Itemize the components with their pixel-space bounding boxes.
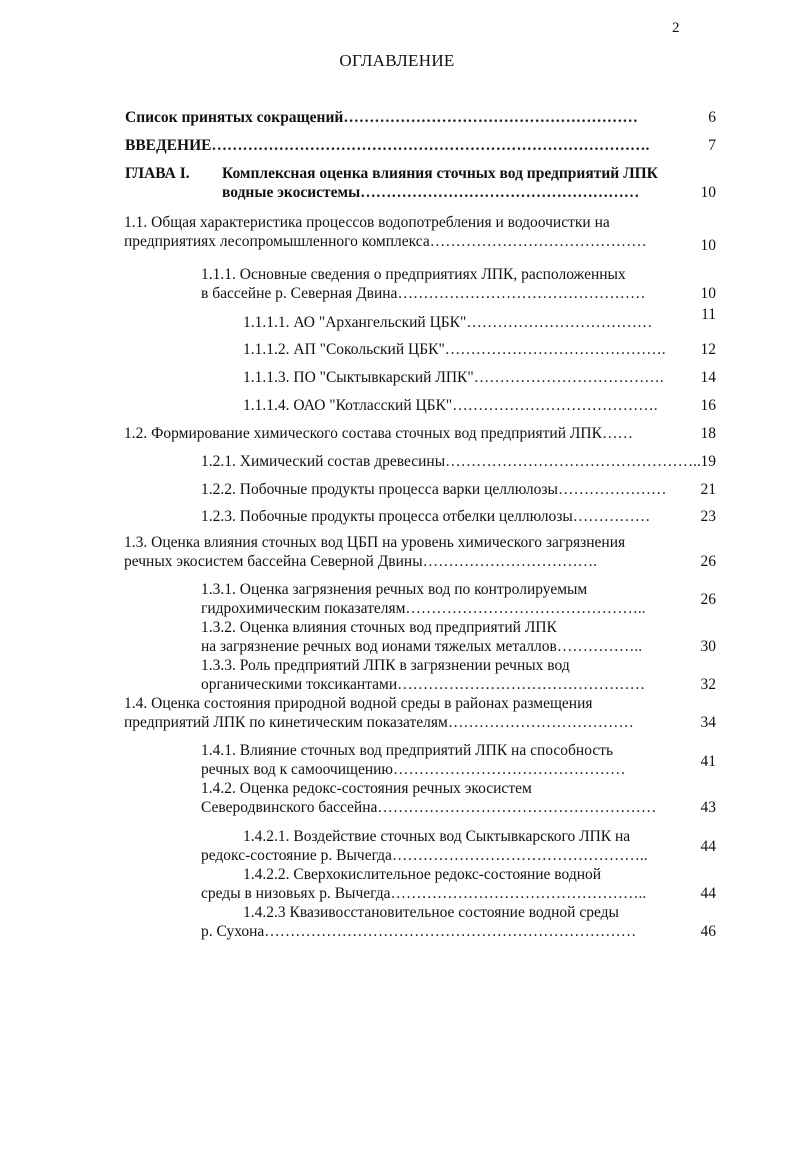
toc-entry-1-4-2-1[interactable] bbox=[243, 827, 630, 846]
toc-page-number: 12 bbox=[700, 341, 716, 358]
toc-entry-1-1[interactable] bbox=[124, 213, 610, 232]
toc-page-number: 10 bbox=[700, 237, 716, 254]
toc-page-number: 21 bbox=[700, 481, 716, 498]
toc-entry-chapter-1-cont[interactable] bbox=[222, 183, 639, 202]
toc-entry-1-4-1[interactable] bbox=[201, 741, 613, 760]
toc-leader-dots: ………………………………………………… bbox=[343, 109, 638, 126]
toc-entry-text: 1.2.3. Побочные продукты процесса отбелки целлюлозы bbox=[201, 508, 573, 525]
toc-page-number: 32 bbox=[700, 676, 716, 693]
toc-entry-text: речных экосистем бассейна Северной Двины bbox=[124, 553, 423, 570]
toc-entry-1-4-2-1-cont[interactable] bbox=[201, 846, 648, 865]
toc-entry-text: речных вод к самоочищению bbox=[201, 761, 393, 778]
toc-entry-text: 1.1.1.1. АО "Архангельский ЦБК" bbox=[243, 314, 467, 331]
toc-page-number: 7 bbox=[708, 137, 716, 154]
toc-page-number: 34 bbox=[700, 714, 716, 731]
toc-leader-dots: …………………………………… bbox=[429, 233, 647, 250]
toc-entry-text: 1.1. Общая характеристика процессов водопотребления и водоочистки на bbox=[124, 214, 610, 231]
toc-entry-1-2-3[interactable] bbox=[201, 507, 650, 526]
toc-page-number: 18 bbox=[700, 425, 716, 442]
toc-page-number: 6 bbox=[708, 109, 716, 126]
toc-leader-dots: ……………………………………………… bbox=[360, 184, 640, 201]
toc-entry-1-4-2-2-cont[interactable] bbox=[201, 884, 646, 903]
toc-page-number: 43 bbox=[700, 799, 716, 816]
toc-page-number: 10 bbox=[700, 184, 716, 201]
toc-entry-1-3-3-cont[interactable] bbox=[201, 675, 645, 694]
toc-entry-1-4-cont[interactable] bbox=[124, 713, 634, 732]
toc-entry-text: 1.4.1. Влияние сточных вод предприятий ЛПК на способность bbox=[201, 742, 614, 759]
toc-page-number: 19 bbox=[700, 453, 716, 470]
toc-entry-1-3-1-cont[interactable] bbox=[201, 599, 646, 618]
toc-leader-dots: ……………………………………….. bbox=[405, 600, 646, 617]
toc-entry-1-1-1-2[interactable] bbox=[243, 340, 666, 359]
toc-leader-dots: ………………………………………… bbox=[397, 285, 646, 302]
toc-leader-dots: …………………………………………………………………………. bbox=[211, 137, 650, 154]
toc-page-number: 23 bbox=[700, 508, 716, 525]
toc-entry-text: 1.3.3. Роль предприятий ЛПК в загрязнении речных вод bbox=[201, 657, 570, 674]
toc-entry-text: 1.1.1.2. АП "Сокольский ЦБК" bbox=[243, 341, 445, 358]
toc-leader-dots: ………………………………. bbox=[473, 369, 664, 386]
toc-page-number: 30 bbox=[700, 638, 716, 655]
toc-entry-1-2-2[interactable] bbox=[201, 480, 666, 499]
toc-entry-text: 1.4.2.1. Воздействие сточных вод Сыктывкарского ЛПК на bbox=[243, 828, 631, 845]
toc-page-number: 26 bbox=[700, 553, 716, 570]
toc-page-number: 11 bbox=[701, 306, 716, 323]
toc-entry-text: гидрохимическим показателям bbox=[201, 600, 406, 617]
toc-leader-dots: ………………… bbox=[557, 481, 667, 498]
toc-entry-text: р. Сухона bbox=[201, 923, 265, 940]
toc-entry-text: среды в низовьях р. Вычегда bbox=[201, 885, 391, 902]
toc-entry-text: 1.1.1.3. ПО "Сыктывкарский ЛПК" bbox=[243, 369, 474, 386]
toc-leader-dots: ……………………………… bbox=[466, 314, 653, 331]
toc-leader-dots: ………………………………………….. bbox=[391, 847, 648, 864]
toc-entry-1-4-2-2[interactable] bbox=[243, 865, 601, 884]
toc-entry-text: 1.4.2.2. Сверхокислительное редокс-состояние водной bbox=[243, 866, 602, 883]
toc-entry-text: 1.1.1.4. ОАО "Котласский ЦБК" bbox=[243, 397, 453, 414]
toc-page-number: 44 bbox=[700, 838, 716, 855]
toc-entry-introduction[interactable] bbox=[125, 136, 649, 155]
toc-leader-dots: ……………………………. bbox=[422, 553, 597, 570]
page-number: 2 bbox=[672, 20, 680, 36]
toc-entry-text: предприятий ЛПК по кинетическим показателям bbox=[124, 714, 448, 731]
toc-entry-text: Комплексная оценка влияния сточных вод предприятий ЛПК bbox=[222, 165, 658, 182]
toc-leader-dots: …………… bbox=[572, 508, 651, 525]
toc-entry-1-4-2-cont[interactable] bbox=[201, 798, 656, 817]
toc-entry-1-1-1[interactable] bbox=[201, 265, 626, 284]
toc-entry-text: 1.1.1. Основные сведения о предприятиях ЛПК, расположенных bbox=[201, 266, 626, 283]
toc-entry-text: ВВЕДЕНИЕ bbox=[125, 137, 212, 154]
toc-page-number: 46 bbox=[700, 923, 716, 940]
toc-page-number: 26 bbox=[700, 591, 716, 608]
toc-entry-text: 1.3.2. Оценка влияния сточных вод предприятий ЛПК bbox=[201, 619, 557, 636]
toc-entry-text: 1.3. Оценка влияния сточных вод ЦБП на уровень химического загрязнения bbox=[124, 534, 626, 551]
toc-leader-dots: ………………………………………….. bbox=[390, 885, 647, 902]
toc-leader-dots: ……………………………… bbox=[447, 714, 634, 731]
toc-chapter-label: ГЛАВА I. bbox=[125, 165, 190, 182]
toc-entry-1-2[interactable] bbox=[124, 424, 633, 443]
toc-entry-abbreviations[interactable] bbox=[125, 108, 638, 127]
toc-entry-1-4-2-3[interactable] bbox=[243, 903, 619, 922]
toc-entry-1-4-2[interactable] bbox=[201, 779, 532, 798]
toc-entry-1-1-cont[interactable] bbox=[124, 232, 647, 251]
toc-entry-text: 1.2. Формирование химического состава сточных вод предприятий ЛПК bbox=[124, 425, 602, 442]
toc-entry-text: предприятиях лесопромышленного комплекса bbox=[124, 233, 430, 250]
toc-leader-dots: ………………………………………… bbox=[397, 676, 646, 693]
toc-entry-text: 1.2.2. Побочные продукты процесса варки целлюлозы bbox=[201, 481, 558, 498]
toc-entry-1-4-2-3-cont[interactable] bbox=[201, 922, 636, 941]
toc-page-number: 14 bbox=[700, 369, 716, 386]
toc-leader-dots: ………………………………………….. bbox=[445, 453, 701, 470]
toc-entry-1-3-2-cont[interactable] bbox=[201, 637, 642, 656]
toc-entry-1-4-1-cont[interactable] bbox=[201, 760, 626, 779]
toc-page-number: 10 bbox=[700, 285, 716, 302]
toc-entry-1-2-1[interactable] bbox=[201, 452, 701, 471]
toc-entry-1-1-1-3[interactable] bbox=[243, 368, 664, 387]
toc-entry-text: водные экосистемы bbox=[222, 184, 361, 201]
toc-page-number: 41 bbox=[700, 753, 716, 770]
toc-entry-text: 1.4. Оценка состояния природной водной среды в районах размещения bbox=[124, 695, 593, 712]
toc-entry-text: 1.4.2.3 Квазивосстановительное состояние водной среды bbox=[243, 904, 619, 921]
toc-leader-dots: …………………………………. bbox=[452, 397, 658, 414]
toc-entry-1-3[interactable] bbox=[124, 533, 625, 552]
toc-leader-dots: ……………………………………. bbox=[444, 341, 666, 358]
toc-leader-dots: ……………………………………………… bbox=[377, 799, 657, 816]
toc-entry-1-1-1-1[interactable] bbox=[243, 313, 652, 332]
toc-entry-1-3-cont[interactable] bbox=[124, 552, 597, 571]
toc-entry-1-3-1[interactable] bbox=[201, 580, 587, 599]
toc-entry-text: Список принятых сокращений bbox=[125, 109, 344, 126]
toc-entry-text: редокс-состояние р. Вычегда bbox=[201, 847, 392, 864]
toc-entry-text: органическими токсикантами bbox=[201, 676, 398, 693]
toc-entry-1-3-2[interactable] bbox=[201, 618, 557, 637]
toc-entry-text: на загрязнение речных вод ионами тяжелых металлов bbox=[201, 638, 557, 655]
toc-page-number: 16 bbox=[700, 397, 716, 414]
toc-entry-1-1-1-cont[interactable] bbox=[201, 284, 645, 303]
toc-entry-text: 1.4.2. Оценка редокс-состояния речных экосистем bbox=[201, 780, 532, 797]
toc-leader-dots: …… bbox=[601, 425, 633, 442]
toc-entry-text: 1.3.1. Оценка загрязнения речных вод по контролируемым bbox=[201, 581, 588, 598]
toc-entry-text: в бассейне р. Северная Двина bbox=[201, 285, 398, 302]
toc-leader-dots: …………….. bbox=[556, 638, 643, 655]
toc-entry-text: Северодвинского бассейна bbox=[201, 799, 378, 816]
toc-entry-text: 1.2.1. Химический состав древесины bbox=[201, 453, 446, 470]
toc-page-number: 44 bbox=[700, 885, 716, 902]
toc-entry-1-1-1-4[interactable] bbox=[243, 396, 658, 415]
toc-leader-dots: ……………………………………………………………… bbox=[264, 923, 637, 940]
toc-entry-1-3-3[interactable] bbox=[201, 656, 570, 675]
toc-entry-chapter-1[interactable] bbox=[222, 164, 658, 183]
toc-entry-1-4[interactable] bbox=[124, 694, 593, 713]
page-title: ОГЛАВЛЕНИЕ bbox=[339, 51, 455, 70]
toc-leader-dots: ……………………………………… bbox=[393, 761, 626, 778]
